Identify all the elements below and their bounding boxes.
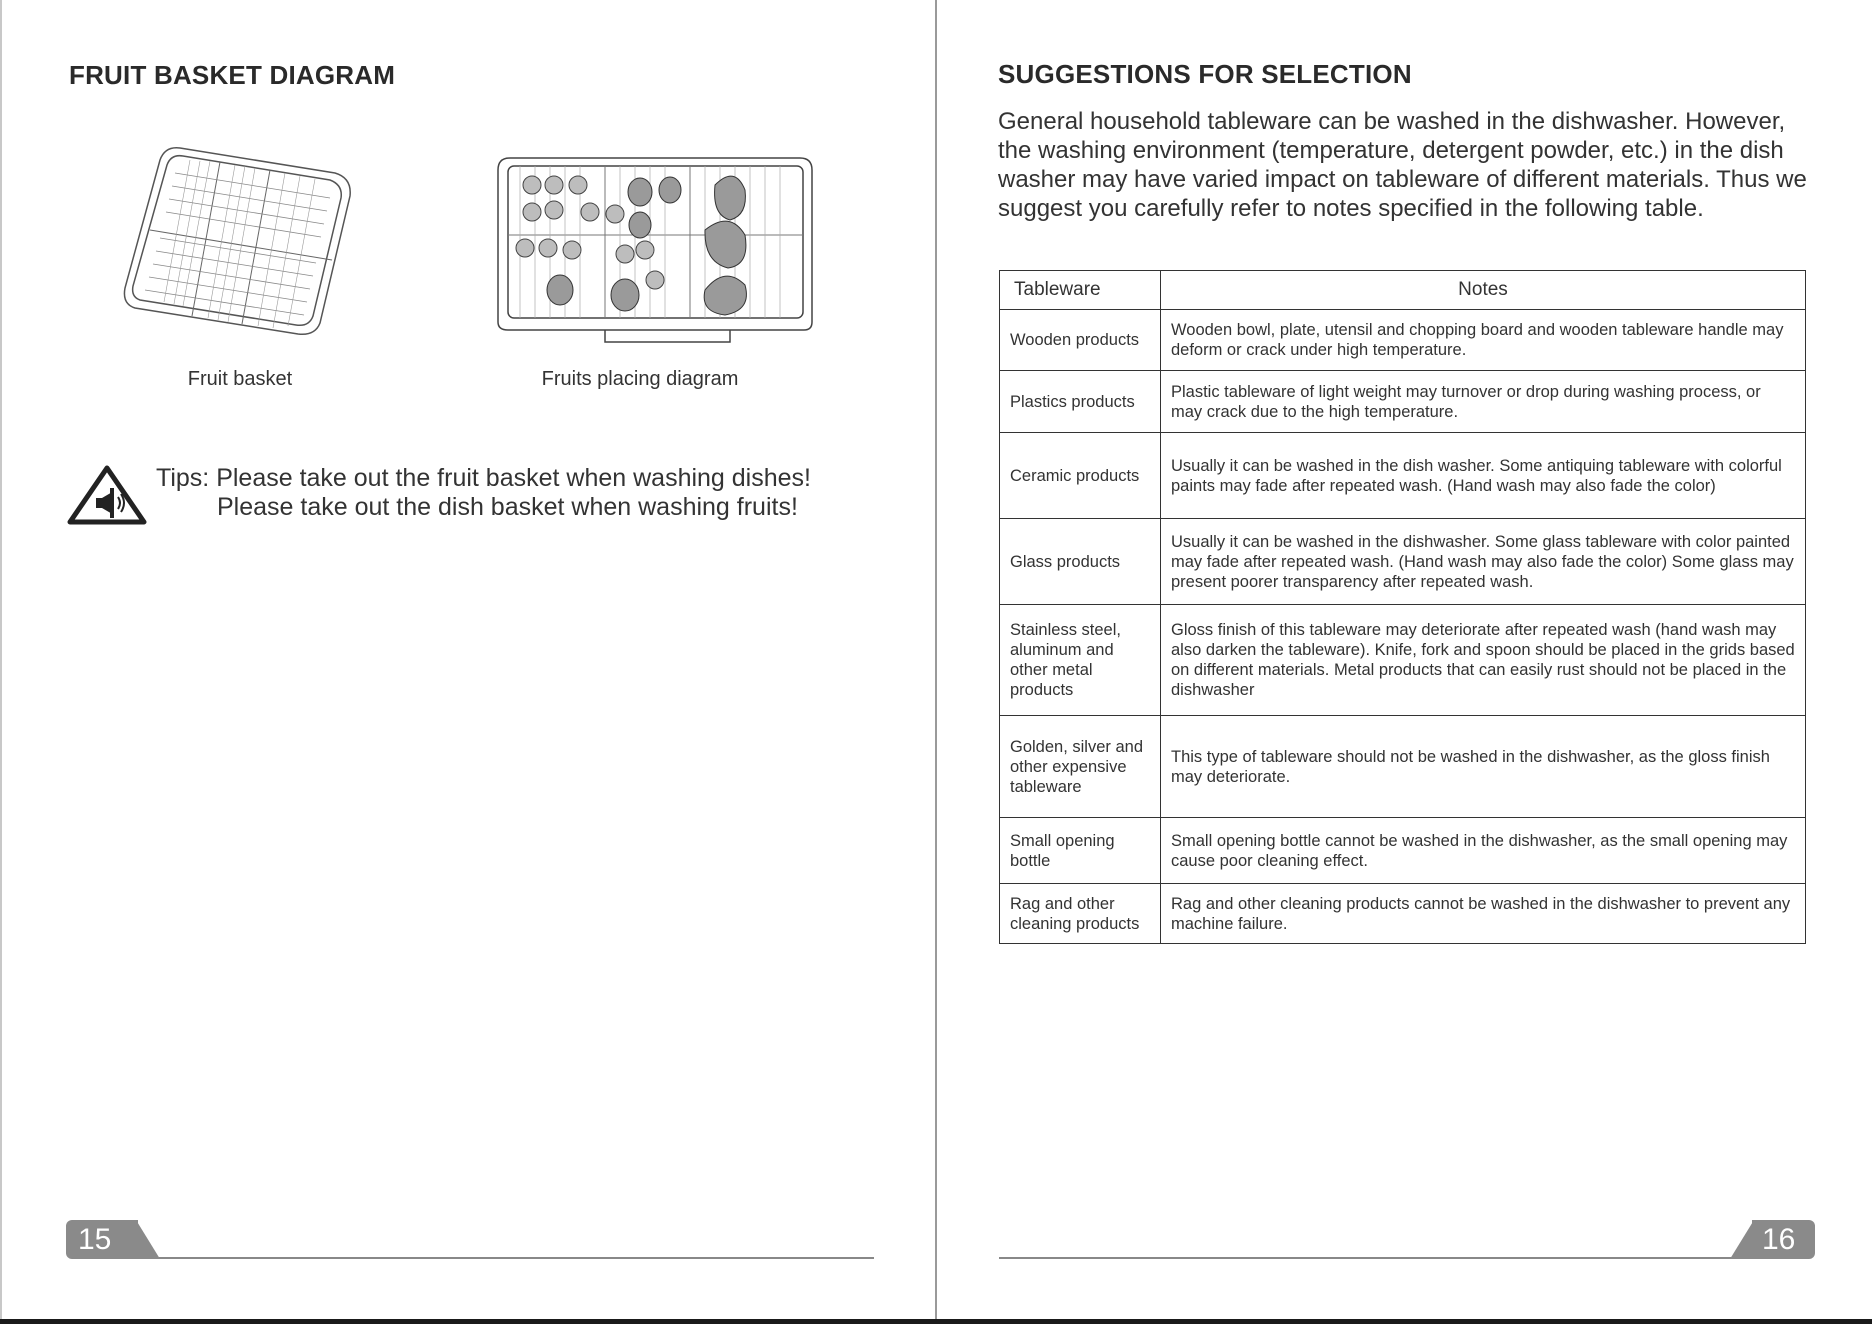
intro-paragraph: General household tableware can be washed in the dishwasher. However, the washing environment (temperature, detergent powder, etc.) in the dish washer may have varied impact on tableware of different materials. Thus we suggest you carefully refer to notes specified in the following table.	[998, 108, 1807, 222]
tips-line-1: Tips: Please take out the fruit basket when washing dishes!	[156, 464, 811, 492]
page-spine	[935, 0, 937, 1324]
row-notes: Gloss finish of this tableware may deteriorate after repeated wash (hand wash may also darken the tableware). Knife, fork and spoon should be placed in the grids based on different materials. Metal products that can easily rust should not be placed in the dishwasher	[1161, 605, 1806, 716]
tips-line-2: Please take out the dish basket when washing fruits!	[217, 493, 798, 521]
table-row	[1000, 371, 1806, 433]
row-category: Small opening bottle	[1000, 818, 1161, 884]
tableware-table	[999, 270, 1806, 944]
row-category: Rag and other cleaning products	[1000, 884, 1161, 944]
table-row	[1000, 605, 1806, 716]
table-row	[1000, 310, 1806, 371]
row-category: Stainless steel, aluminum and other metal products	[1000, 605, 1161, 716]
row-notes: Small opening bottle cannot be washed in the dishwasher, as the small opening may cause poor cleaning effect.	[1161, 818, 1806, 884]
table-row	[1000, 884, 1806, 944]
fruits-placing-illustration	[490, 150, 820, 350]
page-number-left: 15	[66, 1220, 138, 1259]
table-header-row	[1000, 271, 1806, 310]
row-category: Glass products	[1000, 519, 1161, 605]
fruits-placing-caption: Fruits placing diagram	[541, 368, 739, 390]
row-notes: Plastic tableware of light weight may turnover or drop during washing process, or may crack due to the high temperature.	[1161, 371, 1806, 433]
row-category: Ceramic products	[1000, 433, 1161, 519]
left-page-title: FRUIT BASKET DIAGRAM	[69, 60, 396, 90]
bottom-edge	[0, 1319, 1872, 1324]
table-row	[1000, 519, 1806, 605]
page-number-right: 16	[1752, 1220, 1815, 1259]
row-notes: Usually it can be washed in the dishwasher. Some glass tableware with color painted may fade after repeated wash. (Hand wash may also fade the color) Some glass may present poorer transparency after repeated wash.	[1161, 519, 1806, 605]
row-category: Wooden products	[1000, 310, 1161, 371]
warning-megaphone-icon	[66, 464, 148, 526]
row-notes: Wooden bowl, plate, utensil and chopping board and wooden tableware handle may deform or crack under high temperature.	[1161, 310, 1806, 371]
right-footer-rule	[999, 1257, 1743, 1259]
table-row	[1000, 433, 1806, 519]
fruit-basket-caption: Fruit basket	[187, 368, 293, 390]
left-footer-rule	[124, 1257, 874, 1259]
row-category: Golden, silver and other expensive tableware	[1000, 716, 1161, 818]
row-notes: Rag and other cleaning products cannot be washed in the dishwasher to prevent any machine failure.	[1161, 884, 1806, 944]
right-page-title: SUGGESTIONS FOR SELECTION	[998, 59, 1412, 89]
left-page-border	[0, 0, 2, 1324]
tableware-header: Tableware	[1000, 271, 1161, 310]
notes-header: Notes	[1161, 271, 1806, 310]
table-row	[1000, 818, 1806, 884]
row-category: Plastics products	[1000, 371, 1161, 433]
row-notes: Usually it can be washed in the dish washer. Some antiquing tableware with colorful paints may fade after repeated wash. (Hand wash may also fade the color)	[1161, 433, 1806, 519]
fruit-basket-illustration	[120, 138, 360, 338]
row-notes: This type of tableware should not be washed in the dishwasher, as the gloss finish may deteriorate.	[1161, 716, 1806, 818]
table-row	[1000, 716, 1806, 818]
